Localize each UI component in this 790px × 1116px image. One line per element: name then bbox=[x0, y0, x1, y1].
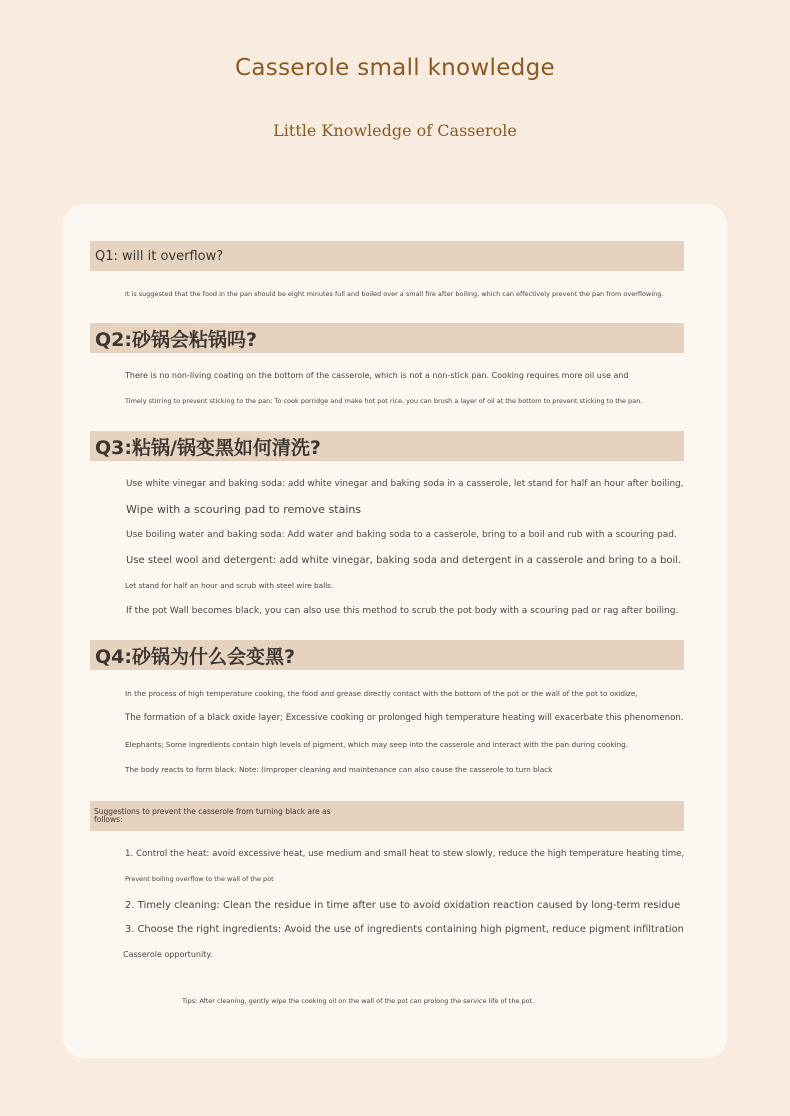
q1-answer-line: It is suggested that the food in the pan should be eight minutes full and boiled over a small fire after boiling, which can effectively prevent the pan from overflowing. bbox=[125, 290, 664, 298]
suggestions-heading-text: Suggestions to prevent the casserole from turning black are as follows: bbox=[94, 806, 331, 824]
suggestions-heading bbox=[90, 801, 684, 831]
q2-answer-line: There is no non-living coating on the bottom of the casserole, which is not a non-stick pan. Cooking requires more oil use and bbox=[125, 371, 629, 380]
q4-answer-line: Elephants; Some ingredients contain high levels of pigment, which may seep into the casserole and interact with the pan during cooking. bbox=[125, 740, 629, 749]
suggestion-line: Casserole opportunity. bbox=[123, 950, 213, 959]
tip-text: Tips: After cleaning, gently wipe the cooking oil on the wall of the pot can prolong the service life of the pot. bbox=[182, 997, 535, 1005]
q4-answer-line: In the process of high temperature cooking, the food and grease directly contact with the bottom of the pot or the wall of the pot to oxidize, bbox=[125, 689, 638, 698]
suggestion-line: 2. Timely cleaning: Clean the residue in time after use to avoid oxidation reaction caused by long-term residue bbox=[125, 900, 681, 911]
question-2-heading: Q2:砂锅会粘锅吗? bbox=[90, 323, 684, 353]
suggestion-line: Prevent boiling overflow to the wall of the pot bbox=[125, 875, 274, 883]
page-title: Casserole small knowledge bbox=[235, 55, 555, 81]
q3-answer-line: Wipe with a scouring pad to remove stains bbox=[126, 503, 362, 516]
q2-answer-line: Timely stirring to prevent sticking to the pan; To cook porridge and make hot pot rice, you can brush a layer of oil at the bottom to prevent sticking to the pan. bbox=[125, 397, 643, 405]
question-1-heading: Q1: will it overflow? bbox=[90, 241, 684, 271]
q3-answer-line: Let stand for half an hour and scrub with steel wire balls. bbox=[125, 581, 334, 590]
page-subtitle: Little Knowledge of Casserole bbox=[273, 121, 517, 140]
question-3-heading: Q3:粘锅/锅变黑如何清洗? bbox=[90, 431, 684, 461]
q4-answer-line: The formation of a black oxide layer; Excessive cooking or prolonged high temperature heating will exacerbate this phenomenon. bbox=[125, 713, 684, 723]
q3-answer-line: Use white vinegar and baking soda: add white vinegar and baking soda in a casserole, let stand for half an hour after boiling, bbox=[126, 479, 684, 489]
suggestion-line: 1. Control the heat: avoid excessive heat, use medium and small heat to stew slowly, reduce the high temperature heating time, bbox=[125, 849, 685, 859]
q4-answer-line: The body reacts to form black. Note: (improper cleaning and maintenance can also cause the casserole to turn black bbox=[125, 765, 553, 774]
q3-answer-line: If the pot Wall becomes black, you can also use this method to scrub the pot body with a scouring pad or rag after boiling. bbox=[126, 606, 679, 616]
suggestion-line: 3. Choose the right ingredients: Avoid the use of ingredients containing high pigment, reduce pigment infiltration bbox=[125, 924, 684, 935]
q3-answer-line: Use steel wool and detergent: add white vinegar, baking soda and detergent in a casserole and bring to a boil. bbox=[126, 555, 682, 566]
question-4-heading: Q4:砂锅为什么会变黑? bbox=[90, 640, 684, 670]
q3-answer-line: Use boiling water and baking soda: Add water and baking soda to a casserole, bring to a boil and rub with a scouring pad. bbox=[126, 530, 677, 540]
